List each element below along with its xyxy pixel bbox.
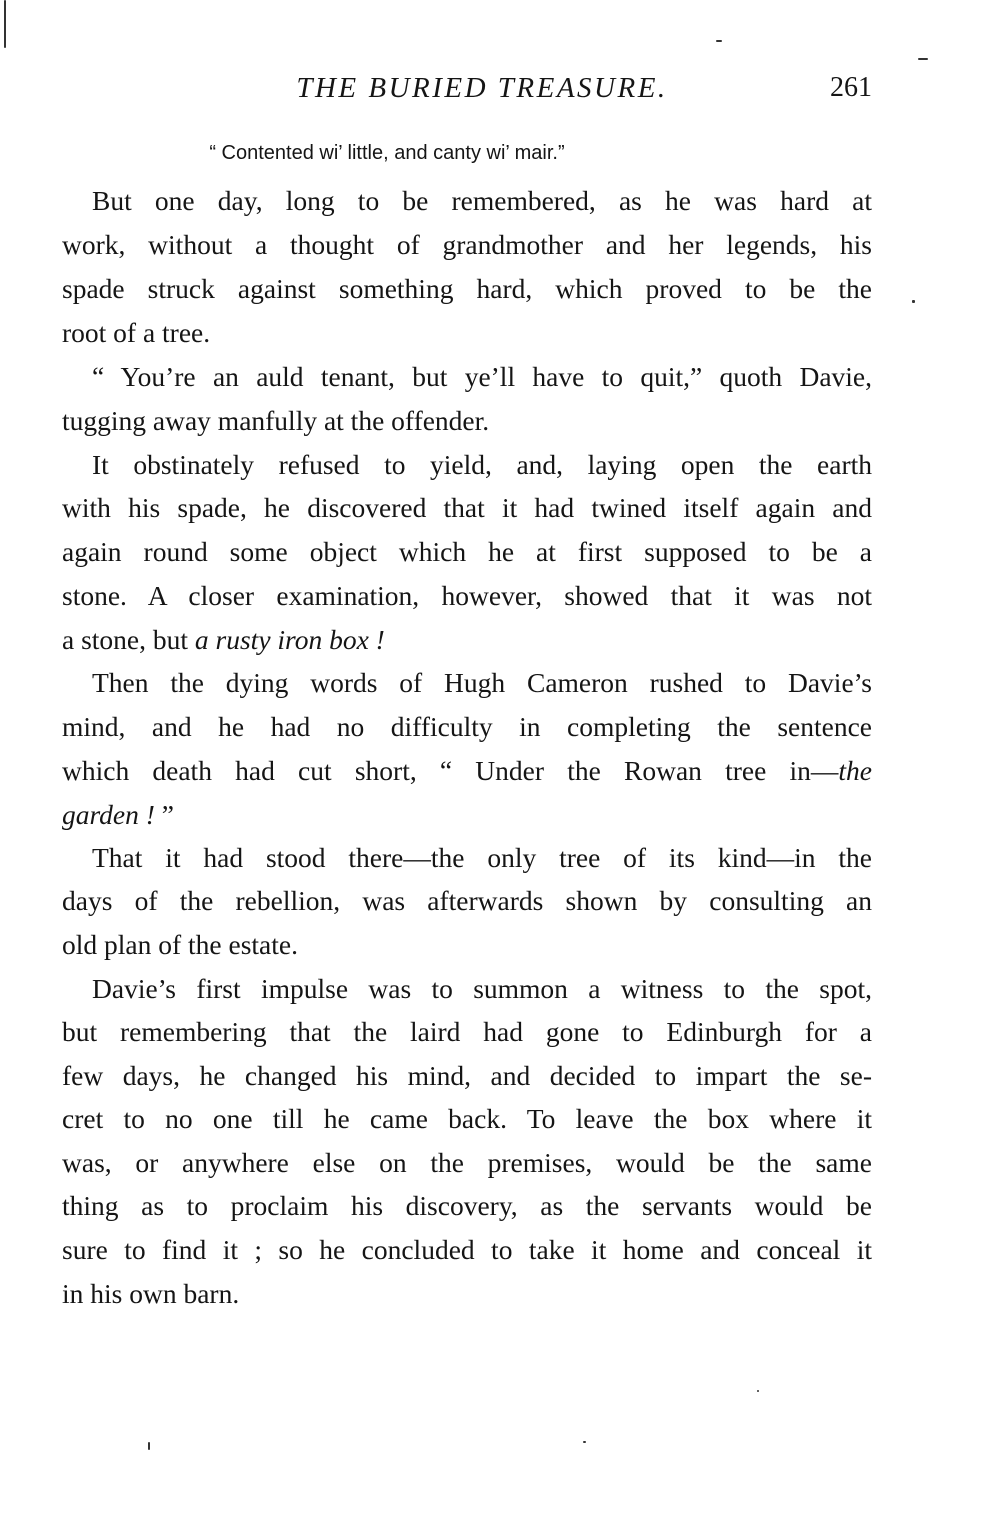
text-line: spade struck against something hard, which proved to be the <box>62 273 872 304</box>
text-line: That it had stood there—the only tree of its kind—in the <box>92 842 872 873</box>
scan-speck <box>912 300 915 303</box>
text-line: but remembering that the laird had gone to Edinburgh for a <box>62 1016 872 1047</box>
italic-text: garden ! <box>62 799 155 830</box>
scan-speck <box>148 1442 150 1450</box>
text-line <box>62 622 872 658</box>
text-line: work, without a thought of grandmother and her legends, his <box>62 229 872 260</box>
text-line: sure to find it ; so he concluded to take it home and conceal it <box>62 1234 872 1265</box>
text-line: “ You’re an auld tenant, but ye’ll have to quit,” quoth Davie, <box>92 361 872 392</box>
text-line <box>62 753 872 789</box>
text-line: Then the dying words of Hugh Cameron rushed to Davie’s <box>92 667 872 698</box>
scan-speck <box>918 58 928 60</box>
text-line: cret to no one till he came back. To leave the box where it <box>62 1103 872 1134</box>
text-line: with his spade, he discovered that it had twined itself again and <box>62 492 872 523</box>
scan-speck <box>583 1441 586 1443</box>
text-line: Davie’s first impulse was to summon a witness to the spot, <box>92 973 872 1004</box>
text-run: a stone, but <box>62 624 195 655</box>
text-line: few days, he changed his mind, and decided to impart the se- <box>62 1060 872 1091</box>
italic-text: the <box>838 755 872 786</box>
page-header <box>62 68 872 112</box>
text-run: which death had cut short, “ Under the Rowan tree in— <box>62 755 839 786</box>
scan-edge-mark <box>4 0 6 48</box>
text-line: was, or anywhere else on the premises, would be the same <box>62 1147 872 1178</box>
page-number: 261 <box>830 72 872 103</box>
text-line: It obstinately refused to yield, and, laying open the earth <box>92 449 872 480</box>
text-line: mind, and he had no difficulty in completing the sentence <box>62 711 872 742</box>
text-line: in his own barn. <box>62 1278 240 1309</box>
text-line <box>62 797 872 833</box>
running-title: THE BURIED TREASURE. <box>296 72 668 104</box>
text-line: stone. A closer examination, however, showed that it was not <box>62 580 872 611</box>
text-line: thing as to proclaim his discovery, as the servants would be <box>62 1190 872 1221</box>
text-line: But one day, long to be remembered, as he was hard at <box>92 185 872 216</box>
italic-text: a rusty iron box ! <box>194 624 385 655</box>
scan-speck <box>716 40 722 42</box>
text-line: root of a tree. <box>62 317 211 348</box>
text-line: again round some object which he at first supposed to be a <box>62 536 872 567</box>
epigraph: “ Contented wi’ little, and canty wi’ mair.” <box>209 142 565 164</box>
text-line: old plan of the estate. <box>62 929 298 960</box>
text-run: ” <box>154 799 175 830</box>
text-line: tugging away manfully at the offender. <box>62 405 490 436</box>
text-line: days of the rebellion, was afterwards shown by consulting an <box>62 885 872 916</box>
scan-speck <box>757 1390 759 1392</box>
